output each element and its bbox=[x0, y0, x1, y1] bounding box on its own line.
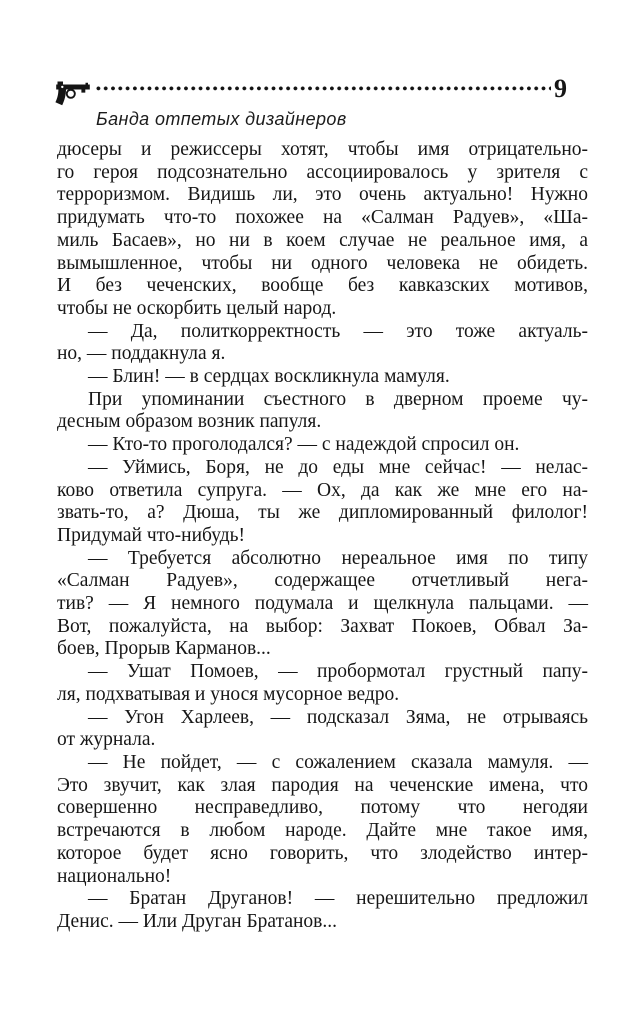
running-header bbox=[53, 74, 567, 129]
text-line: — Требуется абсолютно нереальное имя по типу bbox=[88, 547, 588, 569]
paragraph bbox=[57, 434, 588, 457]
text-line: десным образом возник папуля. bbox=[57, 411, 322, 433]
text-line: — Уймись, Боря, не до еды мне сейчас! — нелас- bbox=[88, 456, 588, 478]
text-line: национально! bbox=[57, 865, 172, 887]
revolver-icon bbox=[53, 78, 91, 108]
text-line: — Не пойдет, — с сожалением сказала мамуля. — bbox=[88, 751, 588, 773]
paragraph bbox=[57, 548, 588, 662]
text-line: но, — поддакнула я. bbox=[57, 343, 226, 365]
paragraph bbox=[57, 366, 588, 389]
text-line: — Кто-то проголодался? — с надеждой спросил он. bbox=[88, 434, 520, 456]
text-line: ково ответила супруга. — Ох, да как же мне его на- bbox=[57, 479, 588, 501]
text-line: терроризмом. Видишь ли, это очень актуально! Нужно bbox=[57, 184, 588, 206]
paragraph bbox=[57, 888, 588, 933]
text-line: — Угон Харлеев, — подсказал Зяма, не отрываясь bbox=[88, 706, 588, 728]
text-line: от журнала. bbox=[57, 729, 156, 751]
text-line: — Братан Друганов! — нерешительно предложил bbox=[88, 888, 588, 910]
header-column bbox=[96, 74, 567, 129]
text-line: — Ушат Помоев, — пробормотал грустный папу- bbox=[88, 661, 588, 683]
paragraph bbox=[57, 752, 588, 888]
text-line: вымышленное, чтобы ни одного человека не обидеть. bbox=[57, 252, 588, 274]
text-line: которое будет ясно говорить, что злодейство интер- bbox=[57, 842, 588, 864]
text-line: Это звучит, как злая пародия на чеченские имена, что bbox=[57, 774, 588, 796]
paragraph bbox=[57, 457, 588, 548]
text-line: И без чеченских, вообще без кавказских мотивов, bbox=[57, 275, 588, 297]
paragraph bbox=[57, 707, 588, 752]
text-line: Денис. — Или Друган Братанов... bbox=[57, 910, 338, 932]
header-rule-row bbox=[96, 74, 567, 104]
text-line: боев, Прорыв Карманов... bbox=[57, 638, 271, 660]
text-line: встречаются в любом народе. Дайте мне такое имя, bbox=[57, 820, 588, 842]
text-line: чтобы не оскорбить целый народ. bbox=[57, 297, 337, 319]
paragraph bbox=[57, 661, 588, 706]
body-text bbox=[57, 139, 588, 934]
text-line: тив? — Я немного подумала и щелкнула пальцами. — bbox=[57, 593, 588, 615]
text-line: миль Басаев», но ни в коем случае не реальное имя, а bbox=[57, 229, 588, 251]
page-number: 9 bbox=[554, 74, 567, 103]
text-line: придумать что-то похожее на «Салман Радуев», «Ша- bbox=[57, 207, 588, 229]
paragraph bbox=[57, 389, 588, 434]
paragraph bbox=[57, 139, 588, 321]
text-line: — Да, политкорректность — это тоже актуаль- bbox=[88, 320, 588, 342]
text-line: При упоминании съестного в дверном проеме чу- bbox=[88, 388, 588, 410]
text-line: го героя подсознательно ассоциировалось у зрителя с bbox=[57, 161, 588, 183]
dotted-rule bbox=[96, 86, 551, 91]
paragraph bbox=[57, 321, 588, 366]
running-title: Банда отпетых дизайнеров bbox=[96, 109, 347, 129]
text-line: — Блин! — в сердцах воскликнула мамуля. bbox=[88, 366, 450, 388]
text-line: «Салман Радуев», содержащее отчетливый нега- bbox=[57, 570, 588, 592]
text-line: совершенно несправедливо, потому что негодяи bbox=[57, 797, 588, 819]
text-line: дюсеры и режиссеры хотят, чтобы имя отрицательно- bbox=[57, 139, 588, 160]
text-line: Вот, пожалуйста, на выбор: Захват Покоев, Обвал За- bbox=[57, 615, 588, 637]
text-line: звать-то, а? Дюша, ты же дипломированный филолог! bbox=[57, 502, 588, 524]
text-line: Придумай что-нибудь! bbox=[57, 524, 246, 546]
text-line: ля, подхватывая и унося мусорное ведро. bbox=[57, 683, 400, 705]
